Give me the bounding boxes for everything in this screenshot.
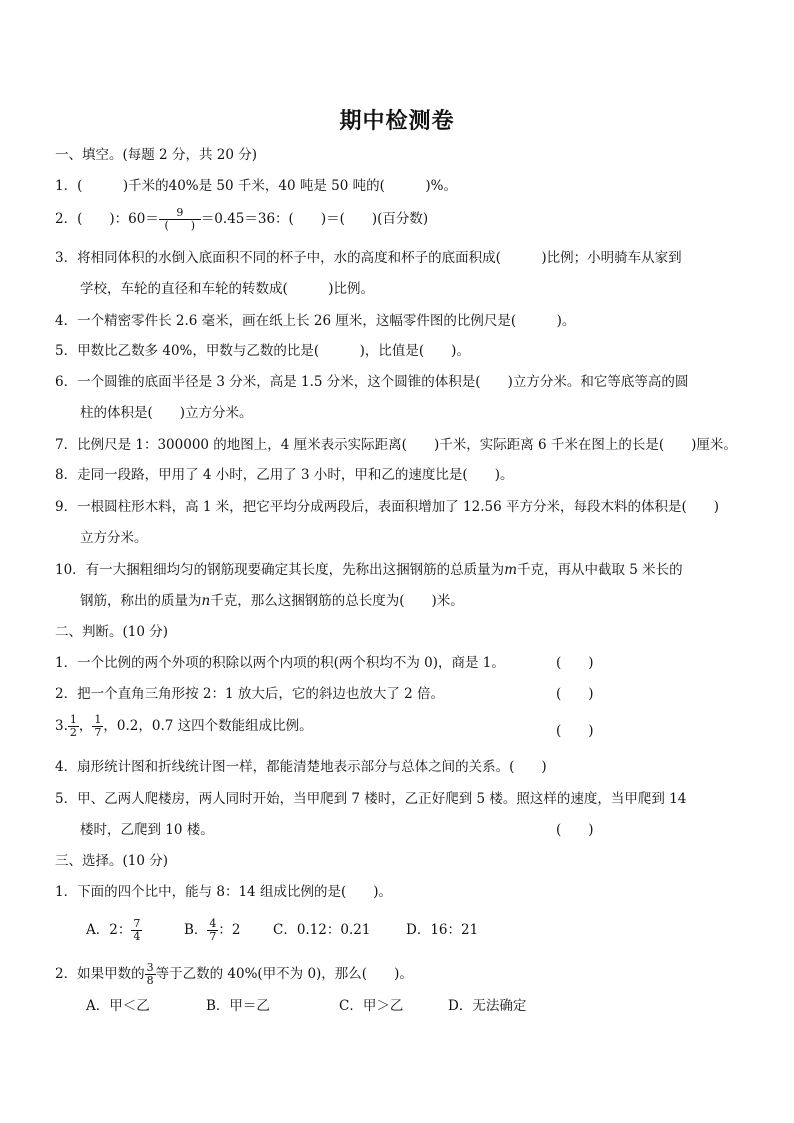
judge-q3-fraction-2-numerator: 1 [94,713,102,726]
fill-question-2 [55,207,428,232]
choice-q1-option-b[interactable] [184,918,241,943]
judge-q3-suffix: ，0.2，0.7 这四个数能组成比例。 [103,718,313,734]
fill-question-8: 8．走同一段路，甲用了 4 小时，乙用了 3 小时，甲和乙的速度比是( )。 [55,467,514,483]
fill-question-4: 4．一个精密零件长 2.6 毫米，画在纸上长 26 厘米，这幅零件图的比例尺是( )。 [55,313,576,329]
option-b-denominator: 7 [209,930,217,943]
judge-q3-fraction-2-denominator: 7 [94,726,102,739]
choice-q2-fraction [145,962,156,987]
choice-q2-option-d[interactable]: D．无法确定 [448,998,527,1014]
option-a-denominator: 4 [133,930,141,943]
option-b-numerator: 4 [209,917,217,930]
judge-question-4: 4．扇形统计图和折线统计图一样，都能清楚地表示部分与总体之间的关系。( ) [55,759,547,775]
section-2-heading: 二、判断。(10 分) [55,624,169,640]
q10-line1-suffix: 千克，再从中截取 5 米长的 [517,562,683,578]
choice-q1-option-d[interactable]: D．16：21 [406,922,479,938]
fill-question-10-line-1 [55,561,683,579]
fill-question-7: 7．比例尺是 1：300000 的地图上，4 厘米表示实际距离( )千米，实际距离 6 千米在图上的长是( )厘米。 [55,437,737,453]
choice-q2-option-c[interactable]: C．甲＞乙 [339,998,404,1014]
option-a-fraction [131,918,142,943]
fill-question-9-line-2: 立方分米。 [80,530,148,546]
fill-question-6-line-2: 柱的体积是( )立方分米。 [80,405,253,421]
judge-answer-blank-3[interactable]: ( ) [556,723,594,739]
section-1-heading: 一、填空。(每题 2 分，共 20 分) [55,147,257,163]
fill-question-3-line-2: 学校，车轮的直径和车轮的转数成( )比例。 [80,281,375,297]
fill-question-6-line-1: 6．一个圆锥的底面半径是 3 分米，高是 1.5 分米，这个圆锥的体积是( )立方分米。和它等底等高的圆 [55,374,689,390]
judge-answer-blank-1[interactable]: ( ) [556,655,594,671]
fill-question-1: 1．( )千米的40%是 50 千米，40 吨是 50 吨的( )%。 [55,178,457,194]
option-b-prefix: B． [184,922,208,938]
choice-question-1: 1．下面的四个比中，能与 8：14 组成比例的是( )。 [55,884,392,900]
judge-q3-fraction-1-numerator: 1 [69,713,77,726]
choice-q2-suffix: 等于乙数的 40%(甲不为 0)，那么( )。 [155,966,413,982]
judge-question-3 [55,714,313,739]
judge-answer-blank-2[interactable]: ( ) [556,686,594,702]
judge-q3-prefix: 3. [55,718,68,734]
judge-answer-blank-5[interactable]: ( ) [556,822,594,838]
judge-q3-fraction-2 [92,714,103,739]
choice-question-2 [55,962,413,987]
judge-question-1: 1．一个比例的两个外项的积除以两个内项的积(两个积均不为 0)，商是 1。 [55,655,505,671]
fill-question-5: 5．甲数比乙数多 40%，甲数与乙数的比是( )，比值是( )。 [55,343,470,359]
q2-fraction-denominator: ( ) [159,219,201,232]
judge-question-5-line-1: 5．甲、乙两人爬楼房，两人同时开始，当甲爬到 7 楼时，乙正好爬到 5 楼。照这样的速度，当甲爬到 14 [55,791,687,807]
choice-q2-prefix: 2．如果甲数的 [55,966,145,982]
q10-line2-prefix: 钢筋，称出的质量为 [80,593,202,609]
judge-q3-fraction-1 [68,714,79,739]
choice-q1-option-a[interactable] [86,918,142,943]
judge-q3-comma: ， [78,718,93,734]
q2-prefix: 2．( )：60＝ [55,211,159,227]
q10-variable-m: m [504,562,517,578]
choice-q2-denominator: 8 [146,974,154,987]
fill-question-10-line-2 [80,592,464,610]
choice-q1-option-c[interactable]: C．0.12：0.21 [273,922,371,938]
q2-suffix: ＝0.45＝36：( )＝( )(百分数) [200,211,429,227]
judge-question-2: 2．把一个直角三角形按 2：1 放大后，它的斜边也放大了 2 倍。 [55,686,445,702]
q2-fraction [159,207,201,232]
fill-question-3-line-1: 3．将相同体积的水倒入底面积不同的杯子中，水的高度和杯子的底面积成( )比例；小明骑车从家到 [55,250,682,266]
q2-fraction-numerator: 9 [176,206,184,219]
option-b-fraction [207,918,218,943]
judge-question-5-line-2: 楼时，乙爬到 10 楼。 [80,822,214,838]
judge-q3-fraction-1-denominator: 2 [69,726,77,739]
page-title: 期中检测卷 [339,109,455,134]
choice-q2-option-a[interactable]: A．甲＜乙 [86,998,150,1014]
choice-q2-numerator: 3 [146,961,154,974]
q10-line1-prefix: 10．有一大捆粗细均匀的钢筋现要确定其长度，先称出这捆钢筋的总质量为 [55,562,505,578]
section-3-heading: 三、选择。(10 分) [55,853,169,869]
fill-question-9-line-1: 9．一根圆柱形木料，高 1 米，把它平均分成两段后，表面积增加了 12.56 平方分米，每段木料的体积是( ) [55,499,720,515]
q10-variable-n: n [201,593,211,609]
q10-line2-suffix: 千克，那么这捆钢筋的总长度为( )米。 [210,593,464,609]
option-a-numerator: 7 [133,917,141,930]
option-b-suffix: ：2 [218,922,241,938]
option-a-prefix: A．2： [86,922,132,938]
choice-q2-option-b[interactable]: B．甲＝乙 [206,998,270,1014]
